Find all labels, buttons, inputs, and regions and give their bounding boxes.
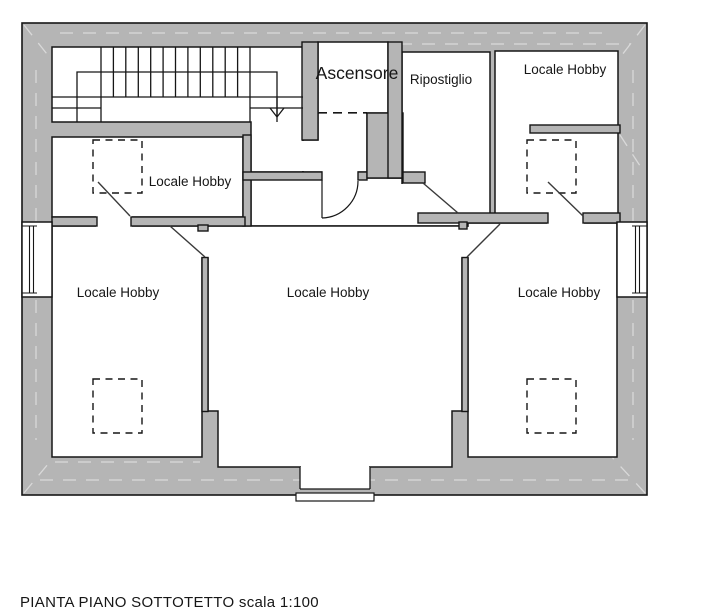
wall-corridor-left	[243, 172, 322, 180]
room-hobby-left-floor	[52, 226, 202, 457]
interior-spaces	[52, 42, 618, 467]
room-label-hobby-left: Locale Hobby	[76, 285, 160, 300]
wall-partition-topright	[530, 125, 620, 133]
room-label-hobby-top-right: Locale Hobby	[523, 62, 607, 77]
window-right	[617, 222, 647, 297]
window-bottom	[296, 467, 374, 501]
room-label-hobby-top-left: Locale Hobby	[148, 174, 232, 189]
wall-notch-left	[198, 225, 208, 231]
room-label-ascensore: Ascensore	[315, 63, 399, 83]
window-left	[22, 222, 52, 297]
wall-topright-bottom-b	[583, 213, 620, 223]
wall-stub-right	[462, 258, 468, 412]
room-label-ripostiglio: Ripostiglio	[409, 72, 473, 87]
wall-stub-left	[202, 258, 208, 412]
wall-topright-bottom-a	[418, 213, 548, 223]
room-label-hobby-center: Locale Hobby	[286, 285, 370, 300]
plan-caption: PIANTA PIANO SOTTOTETTO scala 1:100	[20, 594, 319, 611]
wall-notch-right	[459, 222, 467, 229]
wall-topleft-bottom-a	[52, 217, 97, 226]
wall-shaft-left	[302, 42, 318, 140]
room-label-hobby-right: Locale Hobby	[517, 285, 601, 300]
wall-corridor-right	[358, 172, 367, 180]
room-hobby-center-floor	[208, 226, 462, 467]
room-hobby-right-floor	[468, 223, 617, 457]
wall-topleft-bottom-b	[131, 217, 245, 226]
wall-ripostiglio-jamb	[403, 172, 425, 183]
